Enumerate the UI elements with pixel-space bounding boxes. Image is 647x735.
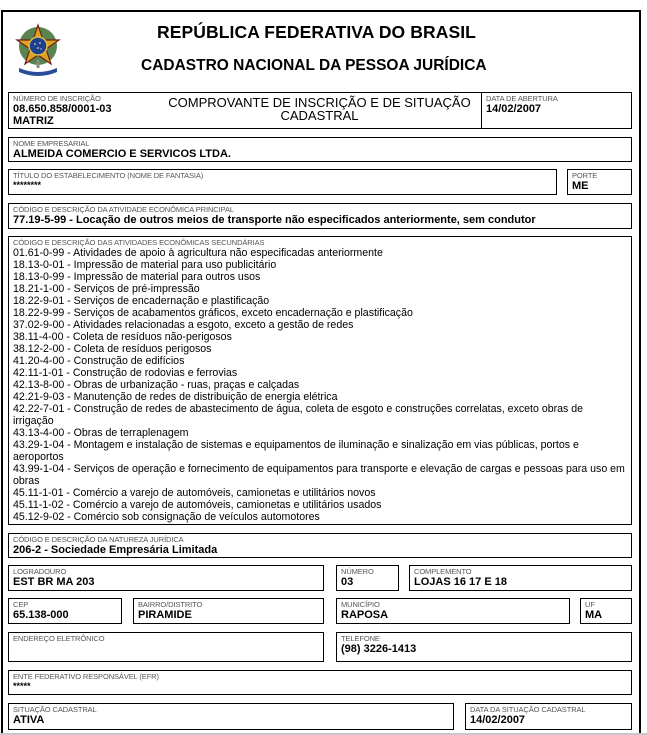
porte-value: ME	[572, 180, 589, 192]
list-item: 43.99-1-04 - Serviços de operação e fornecimento de equipamentos para transporte e elevação de cargas e pessoas para uso em obras	[13, 463, 625, 487]
nome-empresarial-label: NOME EMPRESARIAL	[13, 139, 90, 148]
nome-empresarial-value: ALMEIDA COMERCIO E SERVICOS LTDA.	[13, 148, 231, 160]
titulo-estabelecimento-value: ********	[13, 180, 42, 190]
nome-empresarial-box	[8, 137, 632, 162]
cep-value: 65.138-000	[13, 609, 69, 621]
cep-box	[8, 598, 122, 624]
efr-box	[8, 670, 632, 695]
abertura-label: DATA DE ABERTURA	[486, 94, 558, 103]
logradouro-label: LOGRADOURO	[13, 567, 67, 576]
list-item: 42.13-8-00 - Obras de urbanização - ruas, praças e calçadas	[13, 379, 300, 391]
list-item: 41.20-4-00 - Construção de edifícios	[13, 355, 185, 367]
numero-value: 03	[341, 576, 354, 588]
list-item: 18.22-9-01 - Serviços de encadernação e plastificação	[13, 295, 270, 307]
list-item: 45.12-9-02 - Comércio sob consignação de veículos automotores	[13, 511, 320, 523]
logradouro-value: EST BR MA 203	[13, 576, 95, 588]
natureza-juridica-label: CÓDIGO E DESCRIÇÃO DA NATUREZA JURÍDICA	[13, 535, 184, 544]
atividade-principal-label: CÓDIGO E DESCRIÇÃO DA ATIVIDADE ECONÔMICA PRINCIPAL	[13, 205, 234, 214]
natureza-juridica-value: 206-2 - Sociedade Empresária Limitada	[13, 544, 218, 556]
inscricao-box	[8, 92, 159, 129]
email-box	[8, 632, 324, 662]
comprovante-box	[157, 92, 483, 129]
atividade-principal-box	[8, 203, 632, 229]
brazil-coat-of-arms-icon	[13, 22, 63, 77]
porte-label: PORTE	[572, 171, 598, 180]
data-situacao-label: DATA DA SITUAÇÃO CADASTRAL	[470, 705, 586, 714]
list-item: 42.11-1-01 - Construção de rodovias e ferrovias	[13, 367, 238, 379]
comprovante-title: COMPROVANTE DE INSCRIÇÃO E DE SITUAÇÃO CADASTRAL	[168, 95, 471, 123]
complemento-value: LOJAS 16 17 E 18	[414, 576, 507, 588]
titulo-estabelecimento-label: TÍTULO DO ESTABELECIMENTO (NOME DE FANTASIA)	[13, 171, 204, 180]
titulo-estabelecimento-box	[8, 169, 557, 195]
page-title: REPÚBLICA FEDERATIVA DO BRASIL	[157, 22, 476, 42]
numero-label: NÚMERO	[341, 567, 374, 576]
logradouro-box	[8, 565, 324, 591]
data-situacao-box	[465, 703, 632, 730]
email-label: ENDEREÇO ELETRÔNICO	[13, 634, 105, 643]
situacao-value: ATIVA	[13, 714, 45, 726]
list-item: 18.22-9-99 - Serviços de acabamentos gráficos, exceto encadernação e plastificação	[13, 307, 413, 319]
bairro-value: PIRAMIDE	[138, 609, 192, 621]
uf-box	[580, 598, 632, 624]
telefone-label: TELEFONE	[341, 634, 380, 643]
natureza-juridica-box	[8, 533, 632, 558]
list-item: 38.11-4-00 - Coleta de resíduos não-perigosos	[13, 331, 232, 343]
list-item: 45.11-1-01 - Comércio a varejo de automóveis, camionetas e utilitários novos	[13, 487, 376, 499]
list-item: 42.21-9-03 - Manutenção de redes de distribuição de energia elétrica	[13, 391, 338, 403]
list-item: 01.61-0-99 - Atividades de apoio à agricultura não especificadas anteriormente	[13, 247, 383, 259]
efr-label: ENTE FEDERATIVO RESPONSÁVEL (EFR)	[13, 672, 159, 681]
inscricao-numero: 08.650.858/0001-03	[13, 103, 112, 115]
bairro-box	[133, 598, 324, 624]
list-item: 43.13-4-00 - Obras de terraplenagem	[13, 427, 189, 439]
porte-box	[567, 169, 632, 195]
atividade-principal-value: 77.19-5-99 - Locação de outros meios de transporte não especificados anteriormente, sem condutor	[13, 214, 536, 226]
complemento-box	[409, 565, 632, 591]
atividades-secundarias-label: CÓDIGO E DESCRIÇÃO DAS ATIVIDADES ECONÔMICAS SECUNDÁRIAS	[13, 238, 265, 247]
atividades-secundarias-box	[8, 236, 632, 525]
inscricao-tipo: MATRIZ	[13, 115, 54, 127]
efr-value: *****	[13, 681, 31, 691]
numero-box	[336, 565, 399, 591]
telefone-value: (98) 3226-1413	[341, 643, 417, 655]
list-item: 18.13-0-01 - Impressão de material para uso publicitário	[13, 259, 277, 271]
telefone-box	[336, 632, 632, 662]
cep-label: CEP	[13, 600, 29, 609]
list-item: 37.02-9-00 - Atividades relacionadas a esgoto, exceto a gestão de redes	[13, 319, 354, 331]
list-item: 38.12-2-00 - Coleta de resíduos perigosos	[13, 343, 212, 355]
list-item: 43.29-1-04 - Montagem e instalação de sistemas e equipamentos de iluminação e sinalização em vias públicas, portos e aeroportos	[13, 439, 579, 463]
bairro-label: BAIRRO/DISTRITO	[138, 600, 203, 609]
data-situacao-value: 14/02/2007	[470, 714, 526, 726]
list-item: 18.21-1-00 - Serviços de pré-impressão	[13, 283, 200, 295]
uf-label: UF	[585, 600, 595, 609]
inscricao-label: NÚMERO DE INSCRIÇÃO	[13, 94, 101, 103]
list-item: 42.22-7-01 - Construção de redes de abastecimento de água, coleta de esgoto e construções correlatas, exceto obras de irrigação	[13, 403, 584, 427]
list-item: 45.11-1-02 - Comércio a varejo de automóveis, camionetas e utilitários usados	[13, 499, 382, 511]
atividades-secundarias-list	[9, 247, 631, 523]
municipio-value: RAPOSA	[341, 609, 389, 621]
situacao-box	[8, 703, 454, 730]
page-subtitle: CADASTRO NACIONAL DA PESSOA JURÍDICA	[141, 57, 487, 74]
complemento-label: COMPLEMENTO	[414, 567, 472, 576]
abertura-value: 14/02/2007	[486, 103, 542, 115]
uf-value: MA	[585, 609, 603, 621]
list-item: 18.13-0-99 - Impressão de material para outros usos	[13, 271, 261, 283]
municipio-box	[336, 598, 570, 624]
situacao-label: SITUAÇÃO CADASTRAL	[13, 705, 97, 714]
municipio-label: MUNICÍPIO	[341, 600, 380, 609]
abertura-box	[481, 92, 632, 129]
